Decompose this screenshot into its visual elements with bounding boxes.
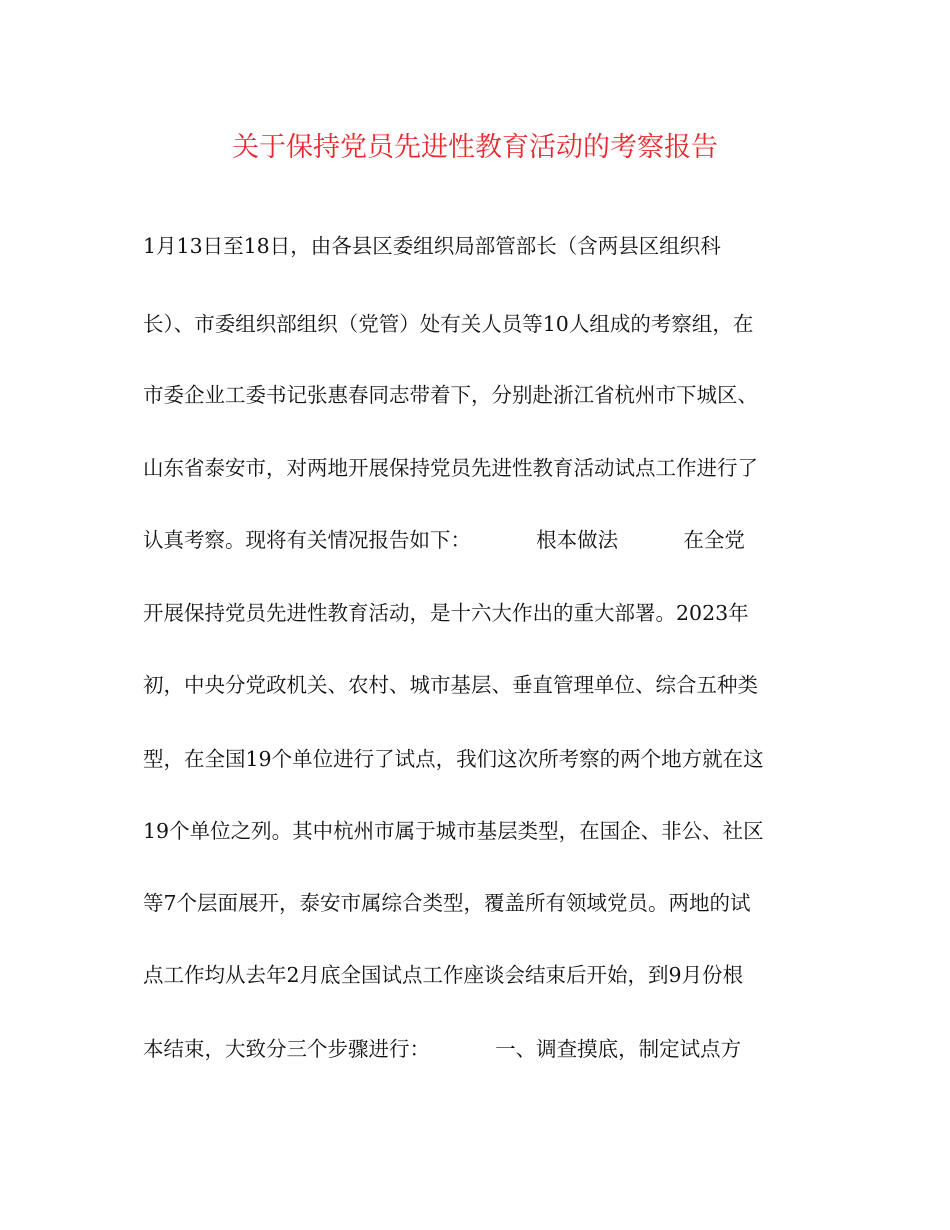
body-line: 型，在全国19个单位进行了试点，我们这次所考察的两个地方就在这 — [143, 747, 764, 771]
body-line: 1月13日至18日，由各县区委组织局部管部长（含两县区组织科 — [143, 234, 721, 258]
body-line: 山东省泰安市，对两地开展保持党员先进性教育活动试点工作进行了 — [143, 456, 758, 480]
body-line: 19个单位之列。其中杭州市属于城市基层类型，在国企、非公、社区 — [143, 819, 764, 843]
body-line: 开展保持党员先进性教育活动，是十六大作出的重大部署。2023年 — [143, 601, 749, 625]
body-line: 初，中央分党政机关、农村、城市基层、垂直管理单位、综合五种类 — [143, 673, 758, 697]
body-line: 认真考察。现将有关情况报告如下： 根本做法 在全党 — [143, 528, 745, 552]
body-line: 市委企业工委书记张惠春同志带着下，分别赴浙江省杭州市下城区、 — [143, 383, 758, 407]
body-line: 本结束，大致分三个步骤进行： 一、调查摸底，制定试点方 — [143, 1037, 742, 1061]
body-line: 点工作均从去年2月底全国试点工作座谈会结束后开始，到9月份根 — [143, 963, 744, 987]
body-line: 长）、市委组织部组织（党管）处有关人员等10人组成的考察组，在 — [143, 312, 754, 336]
body-line: 等7个层面展开，泰安市属综合类型，覆盖所有领域党员。两地的试 — [143, 891, 751, 915]
document-title: 关于保持党员先进性教育活动的考察报告 — [232, 132, 718, 163]
